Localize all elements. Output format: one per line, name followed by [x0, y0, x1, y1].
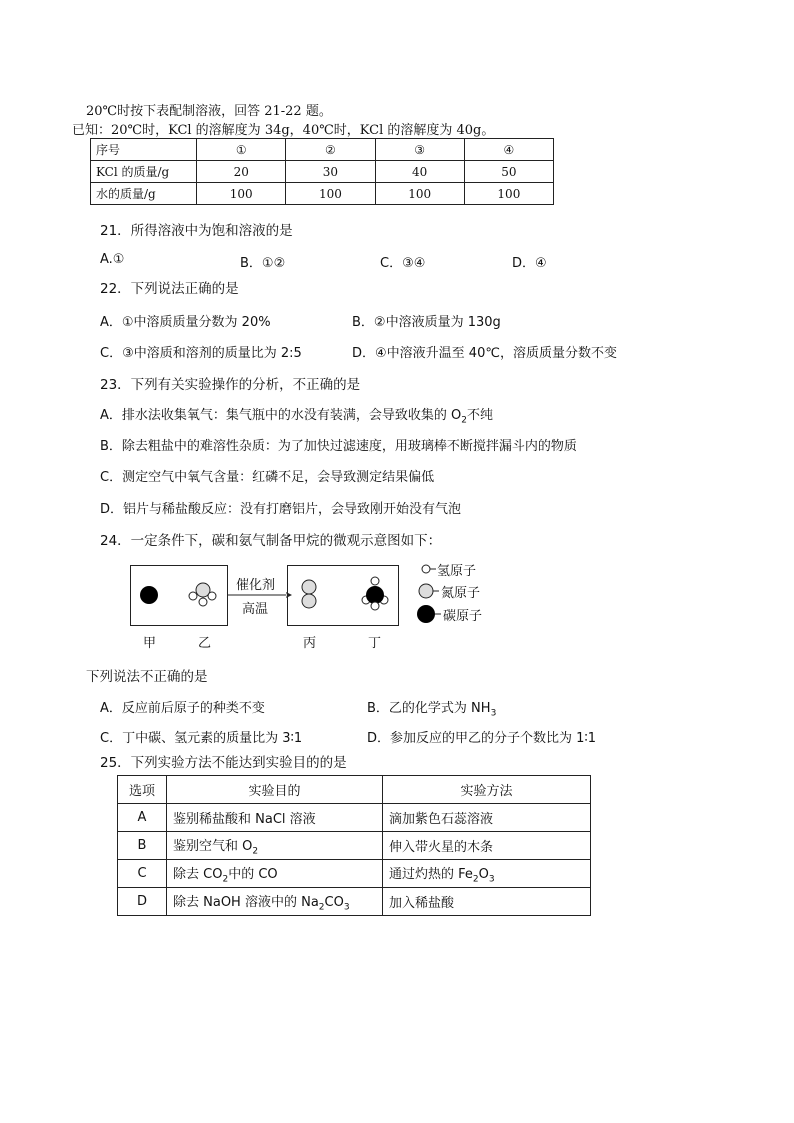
- label-jia: 甲: [143, 636, 157, 651]
- subscript: 3: [488, 874, 495, 885]
- q23-option-c[interactable]: C．测定空气中氧气含量：红磷不足，会导致测定结果偏低: [100, 470, 435, 485]
- table-header-cell: 实验目的: [167, 776, 383, 804]
- subscript: 3: [343, 902, 350, 913]
- subscript: 2: [222, 874, 229, 885]
- solution-table: [90, 138, 554, 205]
- q22-option-b[interactable]: B．②中溶液质量为 130g: [352, 315, 501, 330]
- table-row: [118, 860, 591, 888]
- legend-carbon-label: 碳原子: [443, 609, 483, 624]
- table-row: [118, 832, 591, 860]
- table-cell: 40: [375, 161, 464, 183]
- goal-cell: [167, 888, 383, 916]
- table-header-cell: 选项: [118, 776, 167, 804]
- table-header-cell: 序号: [91, 139, 197, 161]
- table-header-cell: ②: [286, 139, 375, 161]
- q25-stem: 25．下列实验方法不能达到实验目的的是: [100, 755, 347, 771]
- goal-cell: [167, 832, 383, 860]
- table-cell: 50: [464, 161, 553, 183]
- method-text: 通过灼热的 Fe: [389, 866, 473, 882]
- label-bing: 丙: [303, 636, 317, 651]
- table-cell: 水的质量/g: [91, 183, 197, 205]
- method-cell: [383, 860, 591, 888]
- q23-option-a[interactable]: [100, 404, 493, 426]
- table-row: [118, 888, 591, 916]
- q21-option-a[interactable]: A.①: [100, 252, 125, 267]
- table-header-cell: ③: [375, 139, 464, 161]
- catalyst-label: 催化剂: [236, 578, 276, 593]
- q23-option-d[interactable]: D．铝片与稀盐酸反应：没有打磨铝片，会导致刚开始没有气泡: [100, 502, 462, 517]
- goal-text: 鉴别空气和 O: [173, 838, 253, 854]
- goal-text-end: CO: [324, 894, 344, 910]
- q24-option-d[interactable]: D．参加反应的甲乙的分子个数比为 1∶1: [367, 731, 597, 746]
- table-cell: 100: [286, 183, 375, 205]
- table-cell: 100: [375, 183, 464, 205]
- q24-prompt: 下列说法不正确的是: [86, 669, 208, 685]
- q22-option-a[interactable]: A．①中溶质质量分数为 20%: [100, 315, 271, 330]
- method-text-end: O: [478, 866, 489, 882]
- table-cell: 100: [197, 183, 286, 205]
- q21-stem: 21．所得溶液中为饱和溶液的是: [100, 223, 293, 239]
- table-header-row: [118, 776, 591, 804]
- q24-option-a[interactable]: A．反应前后原子的种类不变: [100, 701, 265, 716]
- q21-option-b[interactable]: B．①②: [240, 256, 286, 271]
- q24-option-b-text: B．乙的化学式为 NH: [367, 701, 491, 716]
- option-key-cell: D: [118, 888, 167, 916]
- methane-molecule-icon: [362, 577, 388, 610]
- subscript: 3: [490, 708, 497, 719]
- subscript: 2: [461, 415, 467, 426]
- nitrogen-legend-icon: [419, 584, 433, 598]
- intro-line-2: 已知：20℃时，KCl 的溶解度为 34g，40℃时，KCl 的溶解度为 40g。: [72, 123, 495, 138]
- q22-option-c[interactable]: C．③中溶质和溶剂的质量比为 2:5: [100, 346, 302, 361]
- q23-stem: 23．下列有关实验操作的分析，不正确的是: [100, 377, 361, 393]
- table-row: [91, 161, 554, 183]
- goal-text: 除去 CO: [173, 866, 223, 882]
- goal-cell: [167, 860, 383, 888]
- subscript: 2: [252, 846, 259, 857]
- q23-option-a-text-end: 不纯: [467, 408, 494, 423]
- legend-nitrogen-label: 氮原子: [441, 586, 481, 601]
- method-cell: 伸入带火星的木条: [383, 832, 591, 860]
- table-header-cell: ①: [197, 139, 286, 161]
- ammonia-molecule-icon: [189, 583, 216, 606]
- q24-stem: 24．一定条件下，碳和氨气制备甲烷的微观示意图如下：: [100, 533, 442, 549]
- table-row: [118, 804, 591, 832]
- carbon-atom-icon: [140, 586, 158, 604]
- table-header-cell: 实验方法: [383, 776, 591, 804]
- table-cell: 20: [197, 161, 286, 183]
- table-header-cell: ④: [464, 139, 553, 161]
- subscript: 2: [318, 902, 325, 913]
- label-ding: 丁: [368, 636, 382, 651]
- legend-hydrogen-label: 氢原子: [437, 564, 477, 579]
- option-key-cell: C: [118, 860, 167, 888]
- q23-option-a-text: A．排水法收集氧气：集气瓶中的水没有装满，会导致收集的 O: [100, 408, 462, 423]
- carbon-legend-icon: [417, 605, 435, 623]
- experiment-table: [117, 775, 591, 916]
- q21-option-c[interactable]: C．③④: [380, 256, 426, 271]
- arrowhead-icon: [286, 592, 292, 598]
- option-key-cell: B: [118, 832, 167, 860]
- table-header-row: [91, 139, 554, 161]
- method-cell: 滴加紫色石蕊溶液: [383, 804, 591, 832]
- goal-text-end: 中的 CO: [228, 866, 278, 882]
- intro-line-1: 20℃时按下表配制溶液，回答 21-22 题。: [86, 104, 332, 119]
- q22-option-d[interactable]: D．④中溶液升温至 40℃，溶质质量分数不变: [352, 346, 617, 361]
- hydrogen-legend-icon: [422, 565, 430, 573]
- q23-option-b[interactable]: B．除去粗盐中的难溶性杂质：为了加快过滤速度，用玻璃棒不断搅拌漏斗内的物质: [100, 439, 577, 454]
- method-cell: 加入稀盐酸: [383, 888, 591, 916]
- nitrogen-molecule-icon: [302, 580, 316, 608]
- q22-stem: 22．下列说法正确的是: [100, 281, 239, 297]
- table-cell: KCl 的质量/g: [91, 161, 197, 183]
- label-yi: 乙: [198, 636, 212, 651]
- q24-option-c[interactable]: C．丁中碳、氢元素的质量比为 3∶1: [100, 731, 303, 746]
- q21-option-d[interactable]: D．④: [512, 256, 547, 271]
- q24-option-b[interactable]: [367, 697, 496, 719]
- option-key-cell: A: [118, 804, 167, 832]
- table-row: [91, 183, 554, 205]
- table-cell: 100: [464, 183, 553, 205]
- table-cell: 30: [286, 161, 375, 183]
- goal-text: 除去 NaOH 溶液中的 Na: [173, 894, 319, 910]
- goal-cell: 鉴别稀盐酸和 NaCl 溶液: [167, 804, 383, 832]
- condition-label: 高温: [242, 602, 269, 617]
- subscript: 2: [472, 874, 479, 885]
